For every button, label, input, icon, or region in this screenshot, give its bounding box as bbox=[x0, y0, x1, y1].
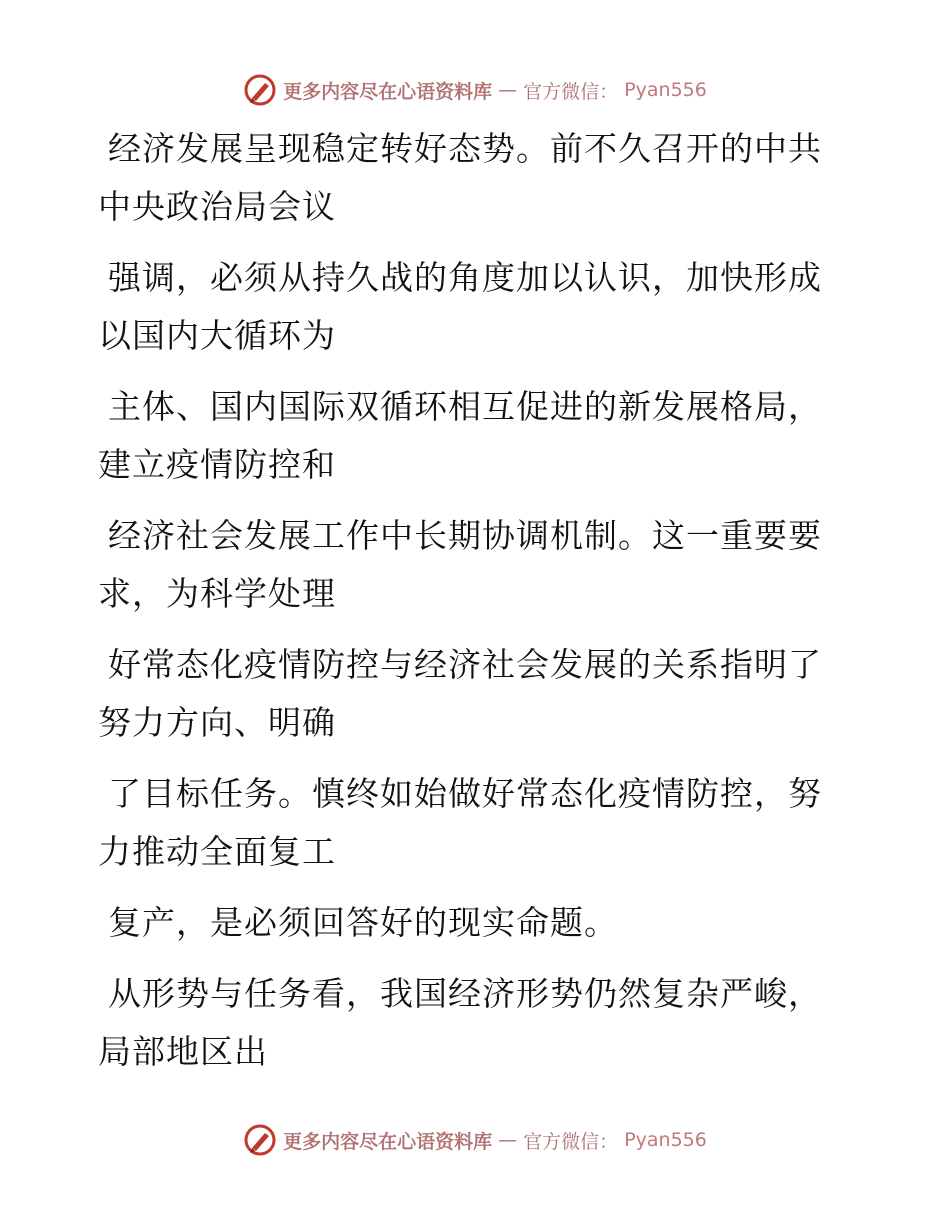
pen-logo-icon bbox=[243, 73, 277, 107]
pen-logo-icon bbox=[243, 1123, 277, 1157]
header-watermark-banner bbox=[0, 70, 950, 110]
banner-separator: — bbox=[498, 79, 518, 101]
banner-wechat-label: 官方微信： bbox=[523, 1130, 619, 1153]
paragraph-line: 强调，必须从持久战的角度加以认识，加快形成 bbox=[108, 258, 822, 297]
paragraph-line: 了目标任务。慎终如始做好常态化疫情防控，努 bbox=[108, 774, 822, 813]
paragraph-line: 求，为科学处理 bbox=[98, 574, 336, 613]
paragraph-line: 经济发展呈现稳定转好态势。前不久召开的中共 bbox=[108, 129, 822, 168]
paragraph-line: 主体、国内国际双循环相互促进的新发展格局， bbox=[108, 387, 822, 426]
paragraph-line: 从形势与任务看，我国经济形势仍然复杂严峻， bbox=[108, 974, 822, 1013]
paragraph bbox=[98, 249, 858, 365]
paragraph bbox=[98, 507, 858, 623]
banner-separator: — bbox=[498, 1129, 518, 1151]
paragraph-line: 建立疫情防控和 bbox=[98, 445, 336, 484]
paragraph bbox=[98, 765, 858, 881]
paragraph bbox=[98, 894, 858, 952]
banner-wechat-label: 官方微信： bbox=[523, 80, 619, 103]
banner-wechat-id: Pyan556 bbox=[624, 79, 707, 101]
banner-main-text: 更多内容尽在心语资料库 bbox=[283, 1130, 493, 1153]
paragraph-line: 复产，是必须回答好的现实命题。 bbox=[108, 903, 618, 942]
paragraph bbox=[98, 378, 858, 494]
paragraph bbox=[98, 965, 858, 1081]
paragraph bbox=[98, 120, 858, 236]
paragraph-line: 中央政治局会议 bbox=[98, 187, 336, 226]
paragraph-line: 努力方向、明确 bbox=[98, 703, 336, 742]
document-body bbox=[98, 120, 858, 1094]
paragraph bbox=[98, 636, 858, 752]
paragraph-line: 力推动全面复工 bbox=[98, 832, 336, 871]
paragraph-line: 以国内大循环为 bbox=[98, 316, 336, 355]
footer-watermark-banner bbox=[0, 1120, 950, 1160]
banner-wechat-id: Pyan556 bbox=[624, 1129, 707, 1151]
paragraph-line: 经济社会发展工作中长期协调机制。这一重要要 bbox=[108, 516, 822, 555]
paragraph-line: 好常态化疫情防控与经济社会发展的关系指明了 bbox=[108, 645, 822, 684]
paragraph-line: 局部地区出 bbox=[98, 1032, 268, 1071]
banner-main-text: 更多内容尽在心语资料库 bbox=[283, 80, 493, 103]
